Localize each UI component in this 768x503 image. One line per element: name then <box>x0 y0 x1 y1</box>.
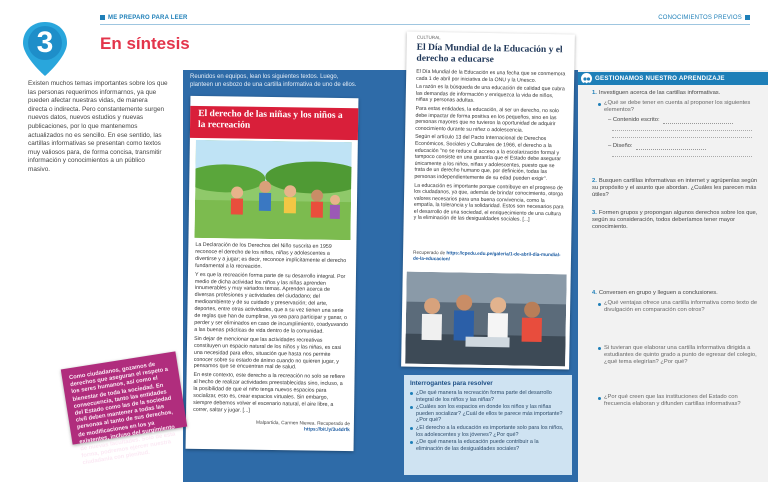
step-subquestion: ¿Qué se debe tener en cuenta al proponer los siguientes elementos? <box>592 100 758 114</box>
intro-text: Existen muchos temas importantes sobre los que las personas requerimos informarnos, ya que pueden afectar nuestras vidas, de manera directa o indirecta. Pero constantemente surgen nuevos datos, nuevos estudios y nuevas publicaciones, por lo que mantenemos actualizados no es sencillo. En ese sentido, las cartillas informativas se presentan como textos muy valiosos para, de forma concisa, transmitir información y conocimientos a un público masivo. <box>28 80 168 173</box>
source-author: Malpartida, Carmen Nievea. Recuperado de <box>256 420 350 428</box>
page-title: En síntesis <box>100 34 190 53</box>
sticky-note <box>61 351 187 467</box>
step-text: Investiguen acerca de las cartillas informativas. <box>598 90 721 96</box>
step-number: 3. <box>592 210 597 216</box>
content-field[interactable]: – Contenido escrito: <box>608 117 758 124</box>
article-title: El Día Mundial de la Educación y el derecho a educarse <box>416 42 563 66</box>
article-paragraph: Para estas entidades, la educación, al ser un derecho, no solo debe impactar de forma positiva en los pequeños, sino en las personas mayores que no tuvieron la oportunidad de adquirir conocimiento durante su niñez o adolescencia. <box>415 105 559 134</box>
unit-number: 3 <box>36 26 54 59</box>
article-body <box>193 242 349 418</box>
note-text: Como ciudadanos, gozamos de derechos que aseguran el respeto a los seres humanos, así como el bienestar de toda la sociedad. En consecuencia, tanto las entidades del Estado como las de la sociedad civil deben mantener a todas las personas al tanto de sus derechos, de modificaciones en los ya existentes, incluso del surgimiento de nuevas facultades. Solo de esta forma, podremos ejercer nuestra ciudadanía con plenitud. <box>68 361 176 467</box>
list-item: ¿El derecho a la educación es importante solo para los niños, los adolescentes y los jóvenes? ¿Por qué? <box>410 425 566 438</box>
article-paragraph: Sin dejar de mencionar que las actividades recreativas constituyen un espacio natural de los niños y las niñas, es casi una necesidad para ellos, situación que hasta nos permite conocer sobre su estado de ánimo cuando no quieren jugar, y pensamos que se encuentran mal de salud. <box>193 335 342 371</box>
unit-badge <box>20 20 70 78</box>
step-2 <box>592 178 758 200</box>
step-4 <box>592 290 758 409</box>
step-3 <box>592 210 758 232</box>
learning-heading: GESTIONAMOS NUESTRO APRENDIZAJE <box>595 75 725 82</box>
step-text: Busquen cartillas informativas en internet y agrúpenlas según su propósito y el asunto que abordan. ¿Cuáles les parecen más útiles? <box>592 178 758 199</box>
article-source <box>246 421 350 434</box>
answer-line <box>636 149 706 150</box>
step-text: Formen grupos y propongan algunos derechos sobre los que, según su consideración, todos deberíamos tener mayor conocimiento. <box>592 210 758 231</box>
article-paragraph: En este contexto, este derecho a la recreación no solo se refiere al hecho de realizar actividades preestablecidas sino, incluso, a la posibilidad de que el niño tenga nuevos espacios para socializar, esto es, crear espacios virtuales. Sin embargo, siempre debemos volver el escenario natural, el aire libre, a correr, saltar y jugar. [...] <box>193 372 345 414</box>
step-subquestion: ¿Qué ventajas ofrece una cartilla informativa como texto de divulgación en comparación con otros? <box>592 300 758 314</box>
field-label: Contenido escrito: <box>612 116 660 123</box>
step-text: Conversen en grupo y lleguen a conclusiones. <box>598 290 718 296</box>
article-paragraph: La educación es importante porque contribuye en el progreso de los ciudadanos, ya que, además de brindar conocimiento, otorga valores necesarios para una buena convivencia, como la empatía, la tolerancia y la solidaridad. Estos son necesarios para el desarrollo de una sociedad, el enriquecimiento de una cultura y la eliminación de las desigualdades sociales. [...] <box>413 182 564 224</box>
article-paragraph: Según el artículo 13 del Pacto Internacional de Derechos Económicos, Sociales y Culturales de 1966, el derecho a la educación "no se reduce al acceso a la escolarización formal y tampoco consiste en una garantía que el Estado debe asegurar únicamente a los niños, niñas y adolescentes, puesto que se trata de un derecho humano que, por definición, todas las personas independientemente de su edad pueden exigir". <box>414 134 561 182</box>
article-title: El derecho de las niñas y los niños a la recreación <box>197 108 343 131</box>
article-paragraph: La razón es la búsqueda de una educación de calidad que cubra las demandas de información y enriquezca la vida de niños, niñas y personas adultas. <box>415 83 565 105</box>
answer-lines <box>612 124 758 138</box>
step-number: 2. <box>592 178 597 184</box>
step-subquestion: ¿Por qué creen que las instituciones del Estado con frecuencia elaboran y difunden cartillas informativas? <box>592 394 758 408</box>
answer-lines <box>612 150 758 157</box>
step-1 <box>592 90 758 157</box>
step-number: 4. <box>592 290 597 296</box>
people-icon <box>581 73 592 84</box>
section-header-left <box>100 15 188 21</box>
learning-header <box>578 72 768 85</box>
list-item: ¿Cuáles son los espacios en donde los niños y las niñas pueden socializar? ¿Cuál de ellos te parece más importante? ¿Por qué? <box>410 404 566 424</box>
design-field[interactable]: – Diseño: <box>608 143 758 150</box>
article-paragraph: Y es que la recreación forma parte de su desarrollo integral. Por medio de dicha actividad los niños y las niñas aprenden innumerables y muy variados temas. Aprenden acerca de diversas profesiones y actividades del ciudadano; del medioambiente y de su cuidado y preservación; del arte, deportes, entre otras actividades, que a su vez tienen una serie de reglas que han de cumplirse, ya sea para participar y ganar, o perder y ser eliminados en caso de incumplimiento, coadyuvando a las buenas prácticas de vida dentro de la comunidad. <box>194 271 349 335</box>
article-education-day <box>401 32 575 370</box>
article-kicker: CULTURAL <box>416 34 441 41</box>
answer-line <box>663 123 733 124</box>
header-divider <box>100 24 750 25</box>
article-paragraph: El Día Mundial de la Educación es una fecha que se conmemora cada 1 de abril por iniciativa de la ONU y la Unesco. <box>416 68 566 84</box>
square-icon <box>100 15 105 20</box>
source-link[interactable]: https://bit.ly/3u4drfk <box>303 427 350 434</box>
article-source <box>413 250 563 264</box>
questions-title: Interrogantes para resolver <box>410 380 493 387</box>
article-body <box>414 69 567 227</box>
step-subquestion: Si tuvieran que elaborar una cartilla informativa dirigida a estudiantes de quinto grado a punto de egresar del colegio, ¿qué tema elegirían? ¿Por qué? <box>592 345 758 367</box>
source-link[interactable]: https://cpedu.edu.pe/galeria/1-de-abril-dia-mundial-de-la-educacion/ <box>412 250 561 262</box>
square-icon <box>745 15 750 20</box>
list-item: ¿De qué manera la recreación forma parte del desarrollo integral de los niños y las niñas? <box>410 390 566 403</box>
section-label: CONOCIMIENTOS PREVIOS <box>658 15 742 22</box>
activity-instructions: Reunidos en equipos, lean los siguientes textos. Luego, planteen un esbozo de una cartilla informativa de uno de ellos. <box>190 74 357 88</box>
section-header-right <box>658 15 750 21</box>
source-label: Recuperado de <box>413 249 446 256</box>
article-recreation <box>186 96 359 451</box>
questions-box <box>404 375 572 475</box>
section-label: ME PREPARO PARA LEER <box>108 15 188 22</box>
children-playing-photo <box>194 140 351 240</box>
classroom-photo <box>405 272 567 367</box>
article-paragraph: La Declaración de los Derechos del Niño suscrita en 1959 reconoce el derecho de los niños, niñas y adolescentes a divertirse y a jugar; es decir, reconoce implícitamente el derecho fundamental a la recreación. <box>195 241 347 270</box>
step-number: 1. <box>592 90 597 96</box>
list-item: ¿De qué manera la educación puede contribuir a la eliminación de las desigualdades sociales? <box>410 439 566 452</box>
field-label: Diseño: <box>612 142 633 149</box>
questions-list <box>410 390 566 452</box>
